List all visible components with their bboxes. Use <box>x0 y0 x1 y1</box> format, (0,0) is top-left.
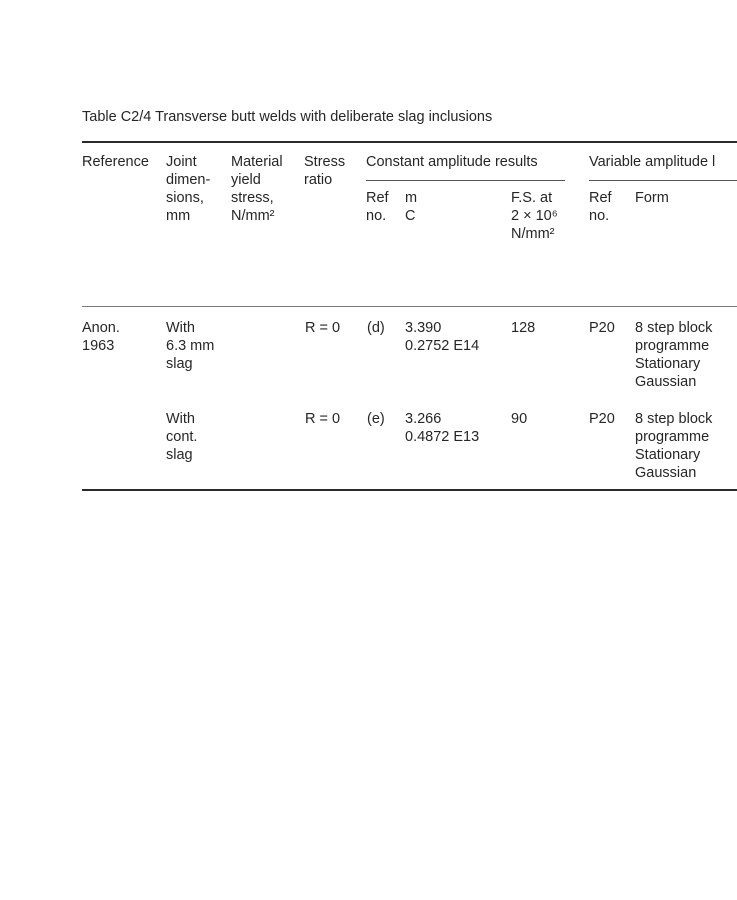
row2-ca-m-c: 3.266 0.4872 E13 <box>405 411 480 445</box>
row2-stress-ratio: R = 0 <box>305 411 341 427</box>
row1-ca-ref: (d) <box>367 320 385 336</box>
row1-va-ref: P20 <box>589 320 615 336</box>
row1-ca-m-c: 3.390 0.2752 E14 <box>405 320 480 354</box>
row2-va-form: 8 step block programme Stationary Gaussian <box>635 411 713 481</box>
header-material-yield-stress: Material yield stress, N/mm² <box>231 154 283 224</box>
row1-reference: Anon. 1963 <box>82 320 120 354</box>
constant-group-rule <box>366 180 565 181</box>
header-variable-amplitude-group: Variable amplitude l <box>589 154 716 170</box>
header-constant-amplitude-group: Constant amplitude results <box>366 154 538 170</box>
header-va-ref-no: Ref no. <box>589 190 612 224</box>
row1-va-form: 8 step block programme Stationary Gaussian <box>635 320 713 390</box>
table-caption: Table C2/4 Transverse butt welds with deliberate slag inclusions <box>82 109 493 125</box>
header-va-form: Form <box>635 190 669 206</box>
table-top-rule <box>82 141 737 143</box>
table-header-rule <box>82 306 737 307</box>
header-ca-m-c: m C <box>405 190 418 224</box>
row2-ca-ref: (e) <box>367 411 385 427</box>
row2-va-ref: P20 <box>589 411 615 427</box>
row1-joint: With 6.3 mm slag <box>166 320 215 372</box>
row1-ca-fs: 128 <box>511 320 536 336</box>
header-ca-ref-no: Ref no. <box>366 190 389 224</box>
table-bottom-rule <box>82 489 737 491</box>
row1-stress-ratio: R = 0 <box>305 320 341 336</box>
row2-ca-fs: 90 <box>511 411 528 427</box>
header-ca-fatigue-strength: F.S. at 2 × 10⁶ N/mm² <box>511 190 558 242</box>
row2-joint: With cont. slag <box>166 411 198 463</box>
header-stress-ratio: Stress ratio <box>304 154 346 188</box>
header-joint-dimensions: Joint dimen- sions, mm <box>166 154 211 224</box>
header-reference: Reference <box>82 154 149 170</box>
variable-group-rule <box>589 180 737 181</box>
